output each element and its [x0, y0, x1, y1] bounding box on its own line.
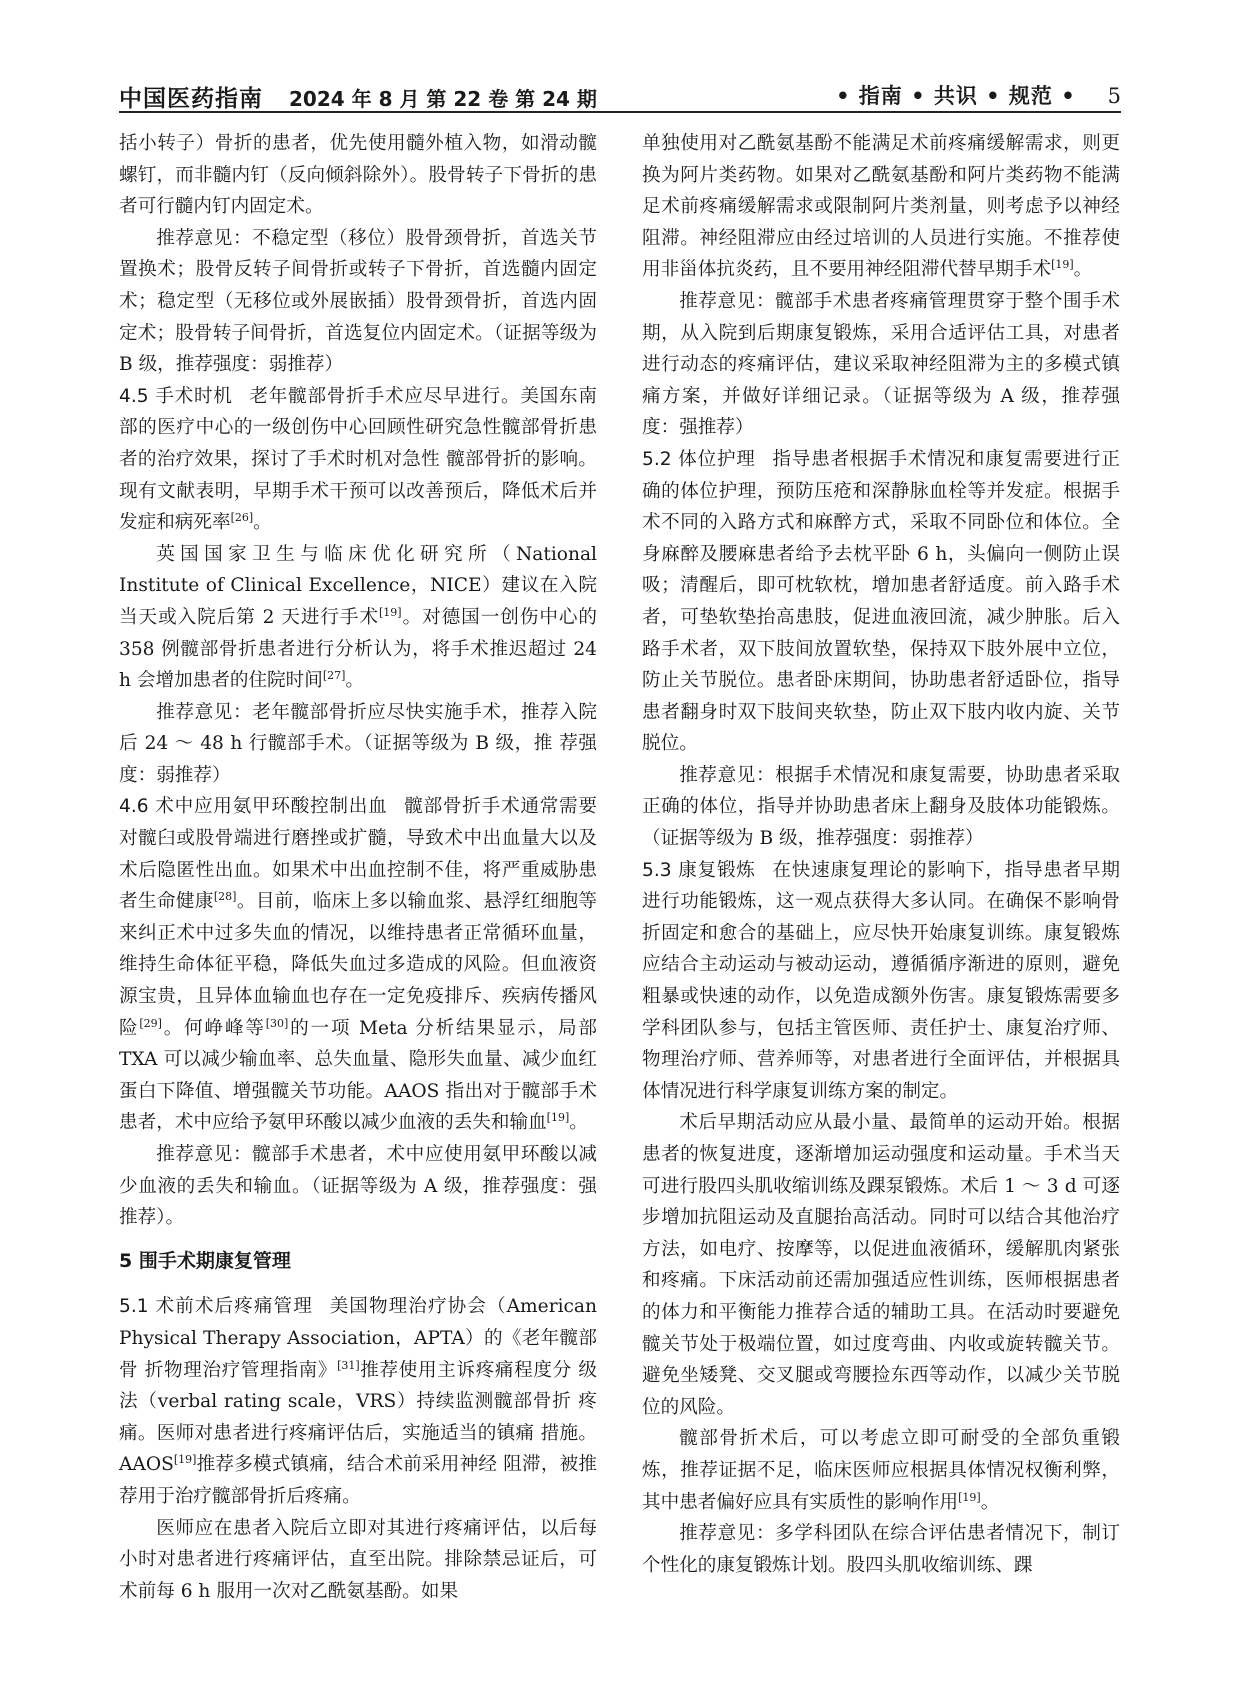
- recommendation-paragraph: 推荐意见：多学科团队在综合评估患者情况下，制订个性化的康复锻炼计划。股四头肌收缩训练、踝: [642, 1523, 1120, 1576]
- header-right: [836, 80, 1121, 110]
- subsection-title: 5.3 康复锻炼: [642, 859, 756, 881]
- paragraph-text: 。对德国一创伤中心的 358 例髋部骨折患者进行分析认为，将手术推迟超过 24 h 会增加患者的住院时间: [119, 606, 597, 692]
- citation: [31]: [337, 1358, 360, 1372]
- subsection-text: 。何峥峰等: [161, 1017, 266, 1039]
- subsection-text: 髋部骨折手术通常需要对髋臼或股骨端进行磨挫或扩髓，导致术中出血量大以及术后隐匿性出血。如果术中出血控制不佳，将严重威胁患者生命健康: [119, 796, 597, 913]
- recommendation-paragraph: 推荐意见：髋部手术患者疼痛管理贯穿于整个围手术期，从入院到后期康复锻炼，采用合适评估工具，对患者进行动态的疼痛评估，建议采取神经阻滞为主的多模式镇痛方案，并做好详细记录。（证据等级为 A 级，推荐强度：强推荐）: [642, 290, 1120, 439]
- punctuation: 。: [1073, 259, 1093, 281]
- left-column: [119, 128, 597, 1607]
- header-left: [119, 80, 597, 113]
- recommendation-paragraph: 推荐意见：髋部手术患者，术中应使用氨甲环酸以减少血液的丢失和输血。（证据等级为 A 级，推荐强度：强推荐）。: [119, 1144, 597, 1229]
- citation: [19]: [1051, 258, 1074, 272]
- journal-title: 中国医药指南: [119, 86, 263, 112]
- subsection-text: 。目前，临床上多以输血浆、悬浮红细胞等来纠正术中过多失血的情况，以维持患者正常循环血量，维持生命体征平稳，降低失血过多造成的风险。但血液资源宝贵，且异体血输血也存在一定免疫排斥、疾病传播风险: [119, 891, 597, 1039]
- subsection-5-2: [642, 444, 1120, 760]
- paragraph: 英国国家卫生与临床优化研究所（National Institute of Clinical Excellence，NICE）建议在入院当天或入院后第 2 天进行手术[19]。对德国一创伤中心的 358 例髋部骨折患者进行分析认为，将手术推迟超过 24 h 会增加患者的住院时间[27]。: [119, 543, 597, 692]
- subsection-text: 推荐使用主诉疼痛程度分 级法（verbal rating scale，VRS）持续监测髋部骨折 疼痛。医师对患者进行疼痛评估后，实施适当的镇痛 措施。AAOS: [119, 1359, 597, 1476]
- running-header: [119, 80, 1121, 120]
- citation: [19]: [173, 1453, 197, 1467]
- citation: [29]: [139, 1016, 162, 1030]
- citation: [19]: [379, 605, 402, 619]
- paragraph: [642, 1423, 1120, 1518]
- right-column: [642, 128, 1120, 1581]
- subsection-text: 的一项 Meta 分析结果显示，局部 TXA 可以减少输血率、总失血量、隐形失血量、减少血红蛋白下降值、增强髋关节功能。AAOS 指出对于髋部手术患者，术中应给予氨甲环酸以减少血液的丢失和输血: [119, 1017, 597, 1134]
- issue-info: 2024 年 8 月 第 22 卷 第 24 期: [289, 87, 597, 111]
- subsection-text: 老年髋部骨折手术应尽早进行。美国东南部的医疗中心的一级创伤中心回顾性研究急性髋部骨折患者的治疗效果，探讨了手术时机对急性 髋部骨折的影响。现有文献表明，早期手术干预可以改善预后，降低术后并发症和病死率: [119, 385, 597, 534]
- subsection-5-1: [119, 1291, 597, 1512]
- paragraph-text: 英国国家卫生与临床优化研究所（National Institute of Clinical Excellence，NICE）建议在入院当天或入院后第 2 天进行手术: [119, 543, 597, 628]
- citation: [27]: [322, 668, 346, 682]
- punctuation: 。: [980, 1491, 1000, 1513]
- punctuation: 。: [569, 1112, 588, 1134]
- subsection-title: 5.1 术前术后疼痛管理: [119, 1296, 313, 1318]
- recommendation-paragraph: 推荐意见：根据手术情况和康复需要，协助患者采取正确的体位，指导并协助患者床上翻身及肢体功能锻炼。（证据等级为 B 级，推荐强度：弱推荐）: [642, 764, 1120, 850]
- header-rule: [119, 111, 1121, 113]
- paragraph-text: 单独使用对乙酰氨基酚不能满足术前疼痛缓解需求，则更换为阿片类药物。如果对乙酰氨基酚和阿片类药物不能满足术前疼痛缓解需求或限制阿片类剂量，则考虑予以神经阻滞。神经阻滞应由经过培训的人员进行实施。不推荐使用非甾体抗炎药，且不要用神经阻滞代替早期手术: [642, 133, 1120, 281]
- paragraph: 医师应在患者入院后立即对其进行疼痛评估，以后每小时对患者进行疼痛评估，直至出院。排除禁忌证后，可术前每 6 h 服用一次对乙酰氨基酚。如果: [119, 1517, 597, 1602]
- subsection-title: 4.6 术中应用氨甲环酸控制出血: [119, 796, 388, 818]
- citation: [30]: [265, 1016, 289, 1030]
- citation: [28]: [213, 890, 237, 904]
- section-heading: 5 围手术期康复管理: [119, 1249, 291, 1272]
- subsection-4-5: 4.5 手术时机 老年髋部骨折手术应尽早进行。美国东南部的医疗中心的一级创伤中心回顾性研究急性髋部骨折患者的治疗效果，探讨了手术时机对急性 髋部骨折的影响。现有文献表明，早期手术干预可以改善预后，降低术后并发症和病死率[26]。: [119, 385, 597, 534]
- paragraph-text: 髋部骨折术后，可以考虑立即可耐受的全部负重锻炼，推荐证据不足，临床医师应根据具体情况权衡利弊，其中患者偏好应具有实质性的影响作用: [642, 1428, 1120, 1513]
- recommendation-paragraph: 推荐意见：老年髋部骨折应尽快实施手术，推荐入院 后 24 ～ 48 h 行髋部手术。（证据等级为 B 级，推 荐强度：弱推荐）: [119, 701, 597, 786]
- citation: [19]: [958, 1490, 981, 1504]
- subsection-5-3: [642, 855, 1120, 1108]
- subsection-4-6: [119, 791, 597, 1139]
- subsection-text: 在快速康复理论的影响下，指导患者早期进行功能锻炼，这一观点获得大多认同。在确保不影响骨折固定和愈合的基础上，应尽快开始康复训练。康复锻炼应结合主动运动与被动运动，遵循循序渐进的原则，避免粗暴或快速的动作，以免造成额外伤害。康复锻炼需要多学科团队参与，包括主管医师、责任护士、康复治疗师、物理治疗师、营养师等，对患者进行全面评估，并根据具体情况进行科学康复训练方案的制定。: [642, 859, 1120, 1102]
- paragraph: [642, 128, 1120, 286]
- citation: [19]: [546, 1111, 570, 1125]
- section-label: • 指南 • 共识 • 规范 •: [836, 84, 1076, 108]
- page-number: 5: [1107, 84, 1121, 108]
- paragraph: 术后早期活动应从最小量、最简单的运动开始。根据患者的恢复进度，逐渐增加运动强度和运动量。手术当天可进行股四头肌收缩训练及踝泵锻炼。术后 1 ～ 3 d 可逐步增加抗阻运动及直腿抬高活动。同时可以结合其他治疗方法，如电疗、按摩等，以促进血液循环，缓解肌肉紧张和疼痛。下床活动前还需加强适应性训练，医师根据患者的体力和平衡能力推荐合适的辅助工具。在活动时要避免髋关节处于极端位置，如过度弯曲、内收或旋转髋关节。避免坐矮凳、交叉腿或弯腰捡东西等动作，以减少关节脱位的风险。: [642, 1112, 1120, 1418]
- subsection-text: 推荐多模式镇痛，结合术前采用神经 阻滞，被推荐用于治疗髋部骨折后疼痛。: [119, 1454, 597, 1507]
- paragraph: 括小转子）骨折的患者，优先使用髓外植入物，如滑动髋螺钉，而非髓内钉（反向倾斜除外）。股骨转子下骨折的患者可行髓内钉内固定术。: [119, 133, 597, 218]
- subsection-title: 4.5 手术时机: [119, 385, 233, 407]
- subsection-text: 指导患者根据手术情况和康复需要进行正确的体位护理，预防压疮和深静脉血栓等并发症。根据手术不同的入路方式和麻醉方式，采取不同卧位和体位。全身麻醉及腰麻患者给予去枕平卧 6 h，头偏向一侧防止误吸；清醒后，即可枕软枕，增加患者舒适度。前入路手术者，可垫软垫抬高患肢，促进血液回流，减少肿胀。后入路手术者，双下肢间放置软垫，保持双下肢外展中立位，防止关节脱位。患者卧床期间，协助患者舒适卧位，指导患者翻身时双下肢间夹软垫，防止双下肢内收内旋、关节脱位。: [642, 448, 1120, 755]
- subsection-text: 美国物理治疗协会（American Physical Therapy Association，APTA）的《老年髋部骨 折物理治疗管理指南》: [119, 1296, 597, 1381]
- recommendation-paragraph: 推荐意见：不稳定型（移位）股骨颈骨折，首选关节置换术；股骨反转子间骨折或转子下骨折，首选髓内固定术；稳定型（无移位或外展嵌插）股骨颈骨折，首选内固定术；股骨转子间骨折，首选复位内固定术。（证据等级为 B 级，推荐强度：弱推荐）: [119, 227, 597, 376]
- subsection-title: 5.2 体位护理: [642, 448, 756, 470]
- citation: [26]: [230, 510, 254, 524]
